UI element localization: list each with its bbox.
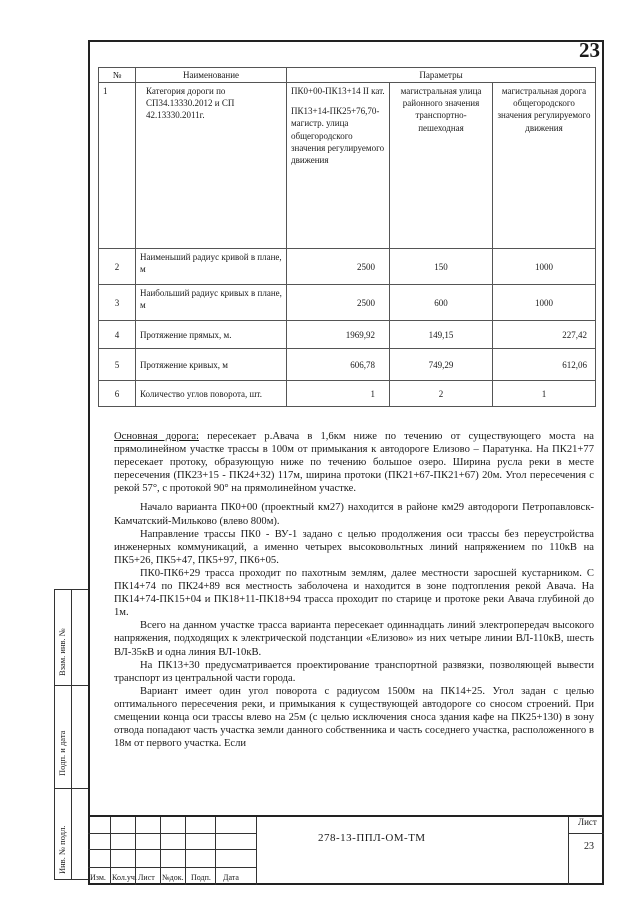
table-row [99, 321, 596, 349]
paragraph: Начало варианта ПК0+00 (проектный км27) находится в районе км29 автодороги Петропавловск-Камчатский-Мильково (влево 800м). [114, 502, 594, 527]
row-num: 4 [99, 321, 136, 349]
tb-line [110, 817, 111, 885]
category-p1-b: ПК13+14-ПК25+76,70-магистр. улица общегородского значения регулируемого движения [291, 106, 385, 165]
stamp-label-replacement: Взам. инв. № [57, 628, 67, 676]
parameters-table [98, 67, 596, 407]
sheet-label: Лист [578, 817, 597, 827]
header-params: Параметры [287, 68, 596, 83]
tb-col-label: Изм. [90, 873, 106, 882]
paragraph: На ПК13+30 предусматривается проектирование транспортной развязки, позволяющей вывести транспорт из центральной части города. [114, 659, 594, 684]
header-name: Наименование [136, 68, 287, 83]
page-number-top: 23 [579, 38, 600, 62]
row-value-3: 1 [493, 381, 596, 407]
row-name: Протяжение кривых, м [136, 349, 287, 381]
tb-line [88, 867, 256, 868]
stamp-divider [55, 685, 88, 686]
row-value-2: 150 [390, 249, 493, 285]
row-value-2: 2 [390, 381, 493, 407]
row-value-1: 2500 [287, 249, 390, 285]
category-p3: магистральная дорога общегородского значения регулируемого движения [493, 83, 596, 249]
row-value-2: 600 [390, 285, 493, 321]
row-name: Наибольший радиус кривых в плане, м [136, 285, 287, 321]
tb-col-label: Подп. [191, 873, 211, 882]
paragraph: ПК0-ПК6+29 трасса проходит по пахотным землям, далее местности заросшей кустарником. С ПК14+74 по ПК24+89 вся местность заболочена и находится в зоне подтопления рекой Авача. На ПК14+74-ПК15+04 и ПК18+11-ПК18+94 трасса проходит по старице и протоке реки Авача глубиной до 1м. [114, 567, 594, 619]
row-name: Протяжение прямых, м. [136, 321, 287, 349]
tb-col-label: Кол.уч. [112, 873, 137, 882]
tb-line [215, 817, 216, 885]
row-name: Наименьший радиус кривой в плане, м [136, 249, 287, 285]
tb-line [88, 833, 256, 834]
row-num: 6 [99, 381, 136, 407]
row-value-1: 606,78 [287, 349, 390, 381]
row-value-3: 227,42 [493, 321, 596, 349]
stamp-label-inventory: Инв. № подл. [57, 825, 67, 874]
row-value-2: 749,29 [390, 349, 493, 381]
table-header-row [99, 68, 596, 83]
row-name: Категория дороги по СП34.13330.2012 и СП 42.13330.2011г. [136, 83, 287, 249]
row-num: 3 [99, 285, 136, 321]
paragraph-text: пересекает р.Авача в 1,6км ниже по течению от существующего моста на прямолинейном участке трассы в 100м от примыкания к автодороге Елизово – Паратунка. На ПК21+77 пересекает протоку, образующую ниже по течению большое озеро. Ширина русла реки в месте пересечения (ПК23+15 - ПК24+32) 117м, ширина протоки (ПК21+67-ПК21+67) 20м. Угол пересечения с рекой 57°, с протокой 90° на прямолинейном участке. [114, 431, 594, 495]
row-num: 5 [99, 349, 136, 381]
row-value-3: 1000 [493, 285, 596, 321]
paragraph [114, 430, 594, 495]
paragraph: Всего на данном участке трасса варианта пересекает одиннадцать линий электропередач высокого напряжения, подходящих к электрической подстанции «Елизово» из них четыре линии ВЛ-110кВ, шесть ВЛ-35кВ и одна линия ВЛ-10кВ. [114, 620, 594, 658]
tb-line [88, 849, 256, 850]
document-code: 278-13-ППЛ-ОМ-ТМ [318, 832, 426, 844]
category-p1 [287, 83, 390, 249]
row-value-1: 1969,92 [287, 321, 390, 349]
side-stamp [54, 589, 88, 880]
title-block [88, 815, 604, 885]
row-value-1: 1 [287, 381, 390, 407]
table-row [99, 249, 596, 285]
paragraph: Вариант имеет один угол поворота с радиусом 1500м на ПК14+25. Угол задан с целью оптимального пересечения реки, и примыкания к существующей автодороге со сносом строений. При смещении конца оси трассы влево на 25м (с целью исключения сноса здания кафе на ПК25+130) в зону отвода попадают часть участка земли данного собственника и часть соседнего участка, расположенного в 18м от первого участка. Если [114, 685, 594, 750]
tb-line [568, 817, 569, 885]
category-p2: магистральная улица районного значения транспортно-пешеходная [390, 83, 493, 249]
row-value-2: 149,15 [390, 321, 493, 349]
table-row-category [99, 83, 596, 249]
header-num: № [99, 68, 136, 83]
row-name: Количество углов поворота, шт. [136, 381, 287, 407]
stamp-label-signature: Подп. и дата [57, 730, 67, 776]
tb-line [568, 833, 604, 834]
row-value-1: 2500 [287, 285, 390, 321]
stamp-divider [55, 788, 88, 789]
table-row [99, 285, 596, 321]
main-road-label: Основная дорога: [114, 431, 199, 442]
tb-col-label: №док. [162, 873, 184, 882]
tb-line [185, 817, 186, 885]
category-p1-a: ПК0+00-ПК13+14 II кат. [291, 86, 385, 97]
sheet-number: 23 [584, 841, 594, 852]
tb-line [256, 817, 257, 885]
tb-line [160, 817, 161, 885]
paragraph: Направление трассы ПК0 - ВУ-1 задано с целью продолжения оси трассы без переустройства инженерных коммуникаций, а именно четырех высоковольтных линий напряжением по 110кВ на ПК5+26, ПК5+47, ПК5+97, ПК6+05. [114, 528, 594, 566]
row-num: 2 [99, 249, 136, 285]
body-text [114, 430, 594, 750]
row-value-3: 612,06 [493, 349, 596, 381]
table-row [99, 349, 596, 381]
row-value-3: 1000 [493, 249, 596, 285]
tb-col-label: Дата [223, 873, 239, 882]
tb-col-label: Лист [138, 873, 155, 882]
table-row [99, 381, 596, 407]
row-num: 1 [99, 83, 136, 249]
stamp-divider [71, 590, 72, 879]
